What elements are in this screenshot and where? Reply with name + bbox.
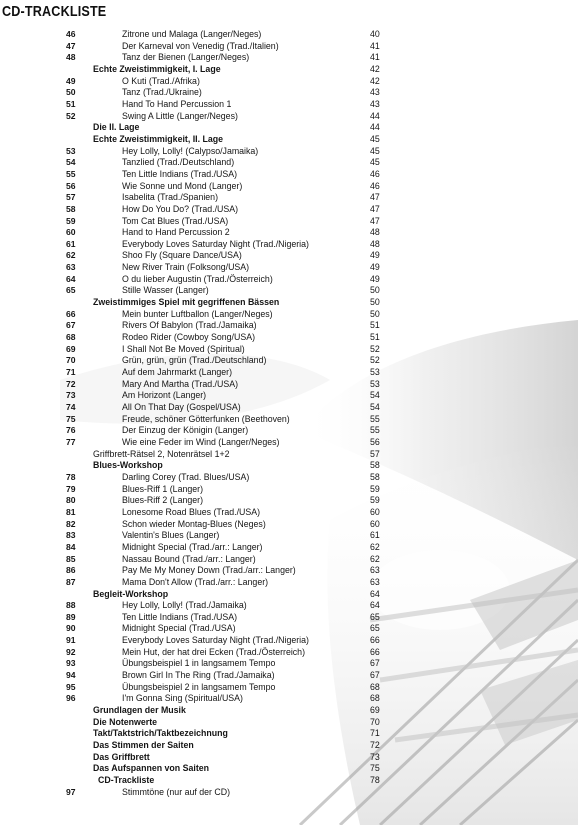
track-title: Übungsbeispiel 1 in langsamem Tempo xyxy=(122,658,276,669)
page-number: 78 xyxy=(370,775,380,785)
track-row xyxy=(0,309,578,321)
section-row xyxy=(0,122,578,134)
page-number: 59 xyxy=(370,495,380,506)
page-number: 62 xyxy=(370,553,380,564)
track-number: 66 xyxy=(66,308,76,319)
track-row xyxy=(0,204,578,216)
track-row xyxy=(0,52,578,64)
track-title: Wie Sonne und Mond (Langer) xyxy=(122,180,243,191)
page-number: 49 xyxy=(370,273,380,284)
track-title: Midnight Special (Trad./arr.: Langer) xyxy=(122,541,263,552)
page-number: 49 xyxy=(370,250,380,261)
page-number: 60 xyxy=(370,506,380,517)
track-number: 62 xyxy=(66,250,76,261)
track-row xyxy=(0,250,578,262)
track-number: 49 xyxy=(66,75,76,86)
page-number: 47 xyxy=(370,215,380,226)
track-title: I'm Gonna Sing (Spiritual/USA) xyxy=(122,693,243,704)
page-number: 55 xyxy=(370,413,380,424)
page-title: CD-TRACKLISTE xyxy=(2,3,107,20)
track-number: 91 xyxy=(66,635,76,646)
track-number: 78 xyxy=(66,471,76,482)
track-title: Isabelita (Trad./Spanien) xyxy=(122,192,219,203)
track-row xyxy=(0,658,578,670)
track-number: 82 xyxy=(66,518,76,529)
page-number: 57 xyxy=(370,448,380,459)
page-number: 49 xyxy=(370,262,380,273)
track-title: Wie eine Feder im Wind (Langer/Neges) xyxy=(122,436,280,447)
track-title: Hand to Hand Percussion 2 xyxy=(122,227,230,238)
section-heading: Echte Zweistimmigkeit, I. Lage xyxy=(93,63,221,74)
track-title: Brown Girl In The Ring (Trad./Jamaika) xyxy=(122,670,275,681)
track-number: 80 xyxy=(66,495,76,506)
page-number: 50 xyxy=(370,285,380,296)
page-number: 51 xyxy=(370,332,380,343)
page-number: 54 xyxy=(370,390,380,401)
track-row xyxy=(0,495,578,507)
track-title: Rodeo Rider (Cowboy Song/USA) xyxy=(122,332,255,343)
track-number: 48 xyxy=(66,52,76,63)
track-title: Auf dem Jahrmarkt (Langer) xyxy=(122,367,233,378)
page-number: 67 xyxy=(370,658,380,669)
page-number: 63 xyxy=(370,565,380,576)
page-number: 41 xyxy=(370,52,380,63)
section-row xyxy=(0,740,578,752)
page-number: 44 xyxy=(370,110,380,121)
page-number: 40 xyxy=(370,29,380,39)
section-heading: CD-Trackliste xyxy=(98,775,155,785)
page-number: 55 xyxy=(370,425,380,436)
page-number: 45 xyxy=(370,157,380,168)
page-number: 46 xyxy=(370,180,380,191)
track-row xyxy=(0,647,578,659)
track-row xyxy=(0,262,578,274)
section-heading: Die Notenwerte xyxy=(93,716,158,727)
track-row xyxy=(0,402,578,414)
track-number: 65 xyxy=(66,285,76,296)
page-number: 69 xyxy=(370,705,380,716)
track-row xyxy=(0,87,578,99)
section-row xyxy=(0,763,578,775)
track-row xyxy=(0,565,578,577)
track-number: 54 xyxy=(66,157,76,168)
track-row xyxy=(0,367,578,379)
page-number: 48 xyxy=(370,227,380,238)
page-number: 50 xyxy=(370,308,380,319)
track-title: How Do You Do? (Trad./USA) xyxy=(122,203,239,214)
track-title: Tanzlied (Trad./Deutschland) xyxy=(122,157,235,168)
track-title: Übungsbeispiel 2 in langsamem Tempo xyxy=(122,681,276,692)
page-number: 53 xyxy=(370,367,380,378)
track-title: O Kuti (Trad./Afrika) xyxy=(122,75,200,86)
section-row xyxy=(0,460,578,472)
track-number: 50 xyxy=(66,87,76,98)
track-row xyxy=(0,693,578,705)
section-heading: Blues-Workshop xyxy=(93,460,163,471)
section-row xyxy=(0,134,578,146)
track-number: 83 xyxy=(66,530,76,541)
section-note: Griffbrett-Rätsel 2, Notenrätsel 1+2 xyxy=(93,448,230,459)
track-row xyxy=(0,484,578,496)
page-number: 48 xyxy=(370,238,380,249)
track-number: 57 xyxy=(66,192,76,203)
page-number: 45 xyxy=(370,133,380,144)
track-number: 47 xyxy=(66,40,76,51)
track-row xyxy=(0,76,578,88)
track-number: 93 xyxy=(66,658,76,669)
track-number: 52 xyxy=(66,110,76,121)
track-row xyxy=(0,635,578,647)
track-number: 51 xyxy=(66,98,76,109)
track-number: 81 xyxy=(66,506,76,517)
track-row xyxy=(0,612,578,624)
page-number: 73 xyxy=(370,751,380,762)
page-number: 52 xyxy=(370,343,380,354)
track-number: 75 xyxy=(66,413,76,424)
section-row xyxy=(0,449,578,461)
track-number: 56 xyxy=(66,180,76,191)
section-row xyxy=(0,728,578,740)
track-title: Stille Wasser (Langer) xyxy=(122,285,209,296)
section-heading: Zweistimmiges Spiel mit gegriffenen Bässen xyxy=(93,297,280,308)
track-title: O du lieber Augustin (Trad./Österreich) xyxy=(122,273,273,284)
track-list xyxy=(0,29,578,798)
page-number: 66 xyxy=(370,635,380,646)
track-title: Everybody Loves Saturday Night (Trad./Nigeria) xyxy=(122,635,309,646)
section-heading: Das Griffbrett xyxy=(93,751,150,762)
track-title: Hand To Hand Percussion 1 xyxy=(122,98,232,109)
track-title: Pay Me My Money Down (Trad./arr.: Langer) xyxy=(122,565,296,576)
track-number: 53 xyxy=(66,145,76,156)
track-number: 74 xyxy=(66,402,76,412)
track-title: Zitrone und Malaga (Langer/Neges) xyxy=(122,29,262,39)
track-title: Tanz (Trad./Ukraine) xyxy=(122,87,202,98)
track-title: Lonesome Road Blues (Trad./USA) xyxy=(122,506,261,517)
track-title: Grün, grün, grün (Trad./Deutschland) xyxy=(122,355,267,366)
page-number: 44 xyxy=(370,122,380,133)
track-title: Swing A Little (Langer/Neges) xyxy=(122,110,238,121)
track-number: 61 xyxy=(66,238,76,249)
track-row xyxy=(0,355,578,367)
page-number: 58 xyxy=(370,471,380,482)
page-number: 67 xyxy=(370,670,380,681)
track-row xyxy=(0,390,578,402)
section-heading: Das Aufspannen von Saiten xyxy=(93,763,210,774)
track-title: Darling Corey (Trad. Blues/USA) xyxy=(122,471,250,482)
track-title: Stimmtöne (nur auf der CD) xyxy=(122,786,231,797)
page-number: 47 xyxy=(370,192,380,203)
track-title: Der Einzug der Königin (Langer) xyxy=(122,425,249,436)
track-title: Der Karneval von Venedig (Trad./Italien) xyxy=(122,40,279,51)
page-number: 52 xyxy=(370,355,380,366)
track-number: 95 xyxy=(66,681,76,692)
track-number: 96 xyxy=(66,693,76,704)
track-row xyxy=(0,192,578,204)
track-row xyxy=(0,169,578,181)
section-heading: Das Stimmen der Saiten xyxy=(93,740,194,751)
page-number: 68 xyxy=(370,693,380,704)
track-row xyxy=(0,554,578,566)
track-number: 63 xyxy=(66,262,76,273)
page-number: 58 xyxy=(370,460,380,471)
track-row xyxy=(0,787,578,799)
page-number: 62 xyxy=(370,541,380,552)
page-number: 45 xyxy=(370,145,380,156)
track-number: 69 xyxy=(66,343,76,354)
page-number: 43 xyxy=(370,98,380,109)
track-number: 73 xyxy=(66,390,76,401)
track-row xyxy=(0,181,578,193)
track-title: New River Train (Folksong/USA) xyxy=(122,262,250,273)
track-title: Blues-Riff 1 (Langer) xyxy=(122,483,204,494)
page-number: 47 xyxy=(370,203,380,214)
track-row xyxy=(0,216,578,228)
track-row xyxy=(0,285,578,297)
track-number: 97 xyxy=(66,786,76,797)
page-number: 70 xyxy=(370,716,380,727)
track-number: 85 xyxy=(66,553,76,564)
track-title: Hey Lolly, Lolly! (Trad./Jamaika) xyxy=(122,600,247,611)
page-number: 64 xyxy=(370,600,380,611)
section-heading: Die II. Lage xyxy=(93,122,140,133)
page-number: 60 xyxy=(370,518,380,529)
page-number: 63 xyxy=(370,576,380,587)
track-row xyxy=(0,111,578,123)
track-number: 72 xyxy=(66,378,76,389)
section-row xyxy=(0,64,578,76)
track-title: Nassau Bound (Trad./arr.: Langer) xyxy=(122,553,256,564)
track-title: Midnight Special (Trad./USA) xyxy=(122,623,236,634)
track-title: Shoo Fly (Square Dance/USA) xyxy=(122,250,242,261)
track-title: Ten Little Indians (Trad./USA) xyxy=(122,611,238,622)
track-number: 86 xyxy=(66,565,76,576)
page-number: 65 xyxy=(370,623,380,634)
track-number: 90 xyxy=(66,623,76,634)
track-title: Schon wieder Montag-Blues (Neges) xyxy=(122,518,266,529)
page-number: 41 xyxy=(370,40,380,51)
page-number: 66 xyxy=(370,646,380,657)
track-row xyxy=(0,99,578,111)
track-number: 64 xyxy=(66,273,76,284)
track-title: All On That Day (Gospel/USA) xyxy=(122,402,241,412)
page-number: 46 xyxy=(370,168,380,179)
page-number: 64 xyxy=(370,588,380,599)
section-row xyxy=(0,705,578,717)
track-number: 84 xyxy=(66,541,76,552)
track-row xyxy=(0,519,578,531)
track-row xyxy=(0,425,578,437)
track-row xyxy=(0,332,578,344)
section-row xyxy=(0,752,578,764)
page-number: 71 xyxy=(370,728,380,739)
track-number: 76 xyxy=(66,425,76,436)
section-heading: Grundlagen der Musik xyxy=(93,705,186,716)
track-row xyxy=(0,41,578,53)
track-title: Blues-Riff 2 (Langer) xyxy=(122,495,204,506)
page-number: 50 xyxy=(370,297,380,308)
track-title: Valentin's Blues (Langer) xyxy=(122,530,220,541)
section-row xyxy=(0,717,578,729)
track-row xyxy=(0,530,578,542)
track-title: Am Horizont (Langer) xyxy=(122,390,207,401)
section-row xyxy=(0,297,578,309)
track-title: Mama Don't Allow (Trad./arr.: Langer) xyxy=(122,576,269,587)
track-title: I Shall Not Be Moved (Spiritual) xyxy=(122,343,245,354)
track-title: Mary And Martha (Trad./USA) xyxy=(122,378,239,389)
track-title: Freude, schöner Götterfunken (Beethoven) xyxy=(122,413,290,424)
page-number: 51 xyxy=(370,320,380,331)
page-number: 53 xyxy=(370,378,380,389)
track-row xyxy=(0,146,578,158)
page-number: 61 xyxy=(370,530,380,541)
track-number: 92 xyxy=(66,646,76,657)
page-number: 54 xyxy=(370,402,380,412)
track-title: Tanz der Bienen (Langer/Neges) xyxy=(122,52,250,63)
track-row xyxy=(0,682,578,694)
track-title: Rivers Of Babylon (Trad./Jamaika) xyxy=(122,320,257,331)
track-number: 55 xyxy=(66,168,76,179)
track-row xyxy=(0,577,578,589)
page-number: 42 xyxy=(370,75,380,86)
track-number: 71 xyxy=(66,367,76,378)
track-row xyxy=(0,274,578,286)
track-row xyxy=(0,600,578,612)
track-number: 58 xyxy=(66,203,76,214)
track-number: 79 xyxy=(66,483,76,494)
page-number: 68 xyxy=(370,681,380,692)
section-row xyxy=(0,775,578,787)
track-number: 88 xyxy=(66,600,76,611)
track-title: Tom Cat Blues (Trad./USA) xyxy=(122,215,229,226)
track-row xyxy=(0,472,578,484)
track-number: 67 xyxy=(66,320,76,331)
track-title: Mein bunter Luftballon (Langer/Neges) xyxy=(122,308,273,319)
track-title: Everybody Loves Saturday Night (Trad./Nigeria) xyxy=(122,238,309,249)
page-number: 56 xyxy=(370,436,380,447)
track-row xyxy=(0,437,578,449)
track-row xyxy=(0,507,578,519)
track-row xyxy=(0,157,578,169)
track-number: 89 xyxy=(66,611,76,622)
track-row xyxy=(0,320,578,332)
track-number: 87 xyxy=(66,576,76,587)
track-title: Ten Little Indians (Trad./USA) xyxy=(122,168,238,179)
page-number: 75 xyxy=(370,763,380,774)
track-row xyxy=(0,670,578,682)
page-number: 59 xyxy=(370,483,380,494)
track-number: 59 xyxy=(66,215,76,226)
track-number: 46 xyxy=(66,29,76,39)
track-number: 94 xyxy=(66,670,76,681)
track-row xyxy=(0,623,578,635)
section-heading: Echte Zweistimmigkeit, II. Lage xyxy=(93,133,224,144)
track-number: 60 xyxy=(66,227,76,238)
page-number: 65 xyxy=(370,611,380,622)
page-number: 42 xyxy=(370,63,380,74)
track-row xyxy=(0,414,578,426)
track-row xyxy=(0,344,578,356)
page-number: 72 xyxy=(370,740,380,751)
section-heading: Takt/Taktstrich/Taktbezeichnung xyxy=(93,728,228,739)
track-number: 70 xyxy=(66,355,76,366)
track-row xyxy=(0,379,578,391)
track-number: 77 xyxy=(66,436,76,447)
section-heading: Begleit-Workshop xyxy=(93,588,169,599)
track-row xyxy=(0,239,578,251)
page-number: 43 xyxy=(370,87,380,98)
track-row xyxy=(0,29,578,41)
track-number: 68 xyxy=(66,332,76,343)
track-title: Mein Hut, der hat drei Ecken (Trad./Österreich) xyxy=(122,646,306,657)
track-row xyxy=(0,542,578,554)
track-title: Hey Lolly, Lolly! (Calypso/Jamaika) xyxy=(122,145,259,156)
track-row xyxy=(0,227,578,239)
section-row xyxy=(0,589,578,601)
